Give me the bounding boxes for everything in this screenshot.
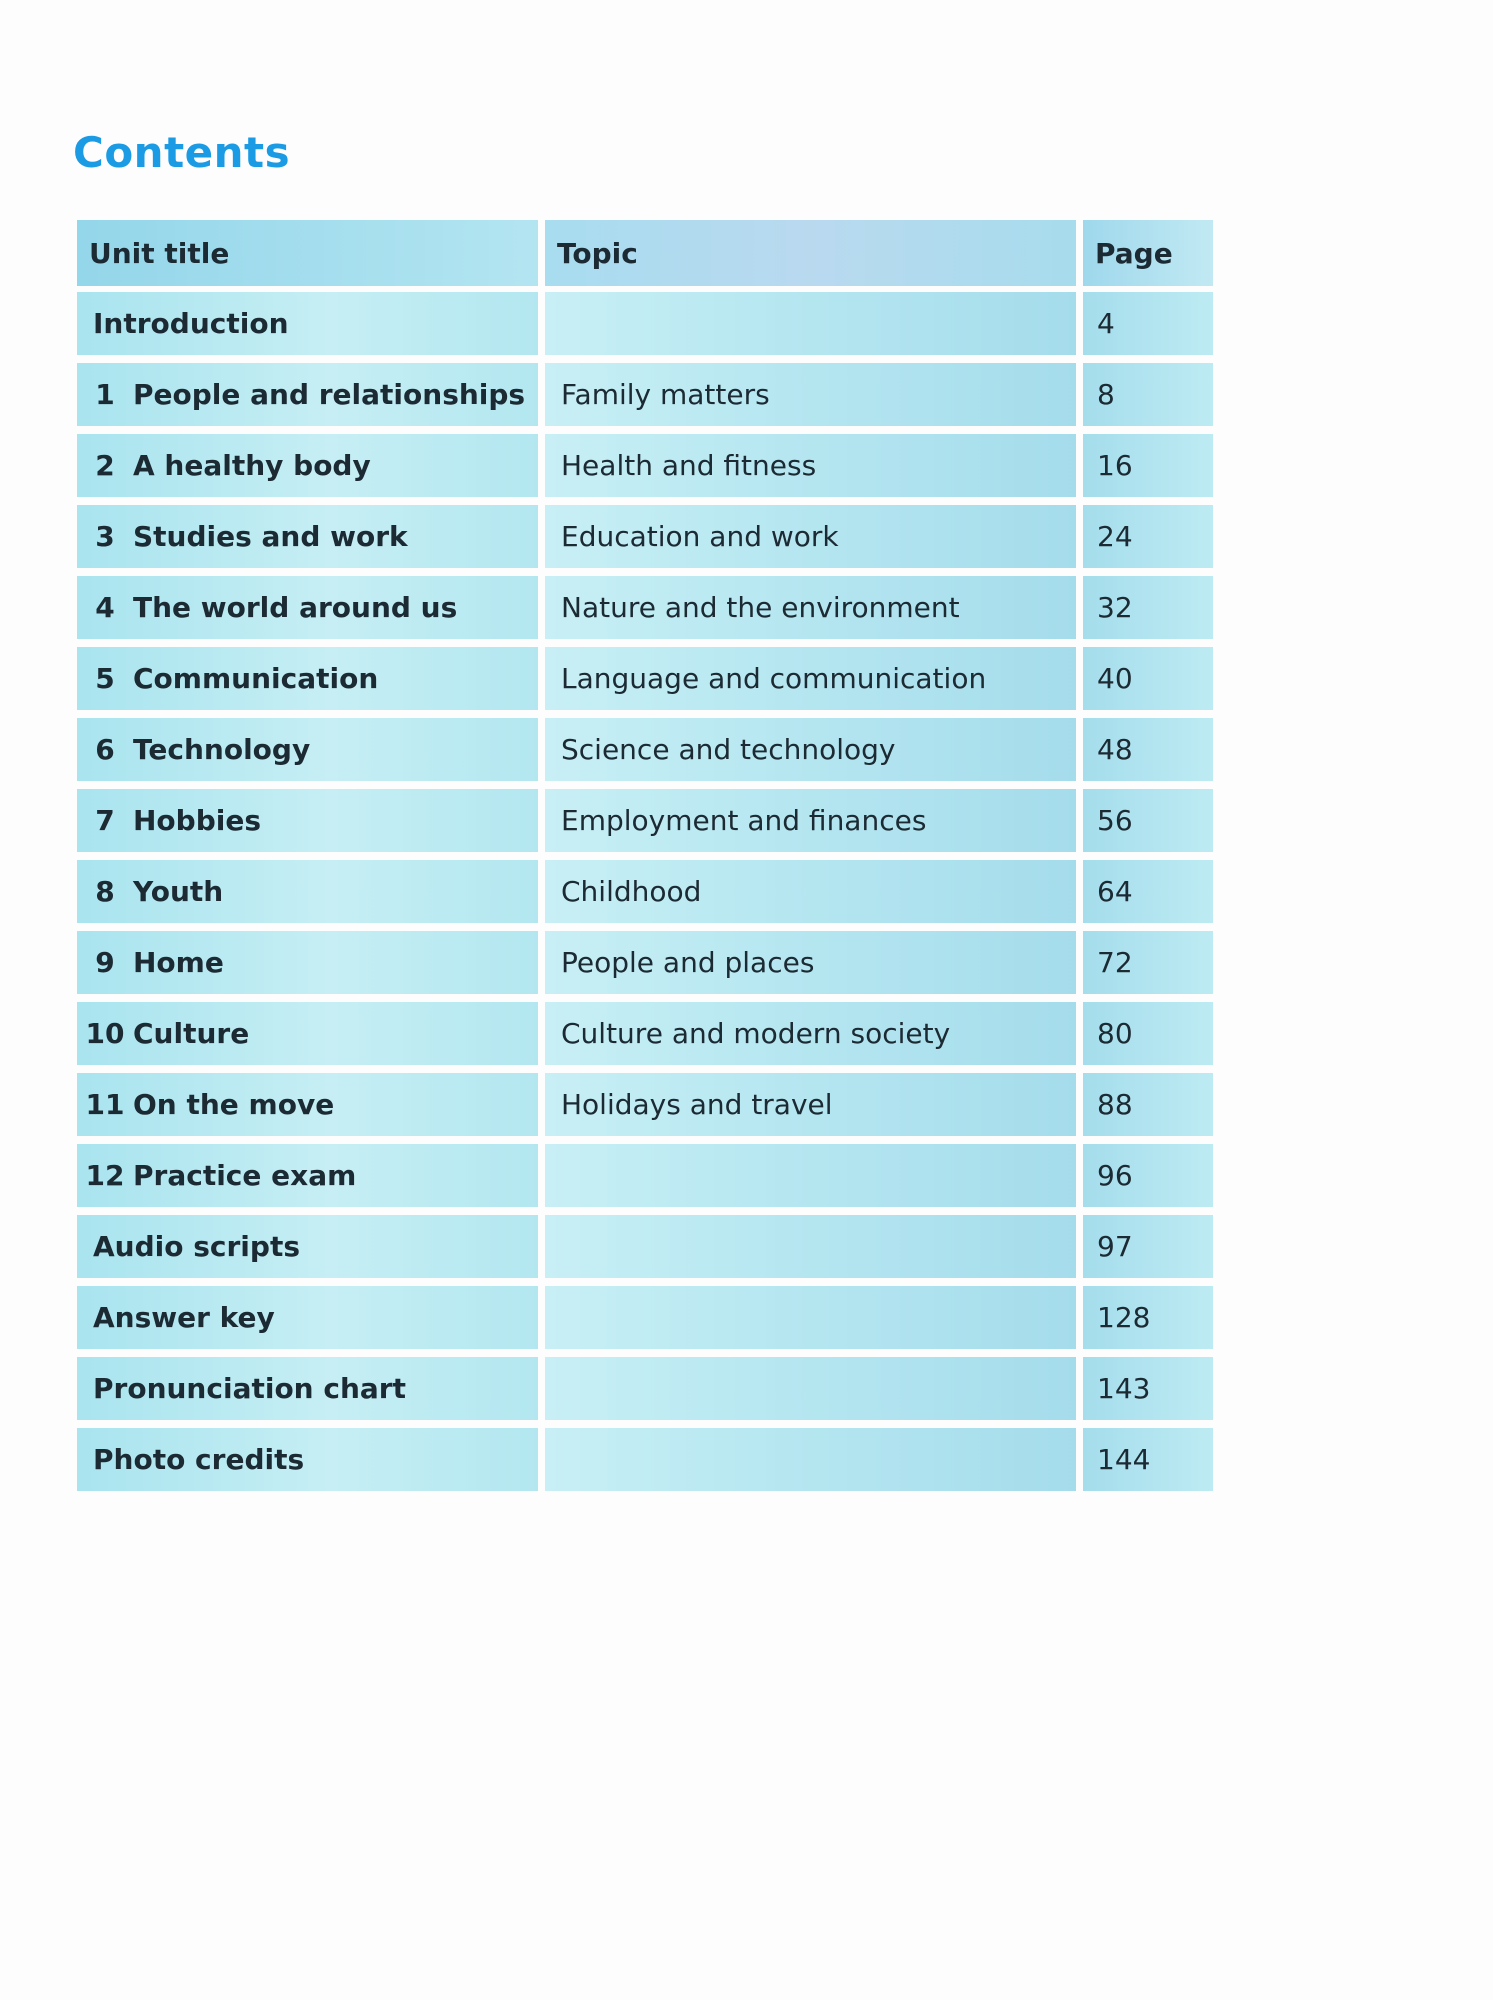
table-row — [77, 1286, 1213, 1349]
unit-title-cell — [77, 292, 538, 355]
unit-title-cell — [77, 363, 538, 426]
topic-text: Education and work — [561, 520, 839, 553]
table-row — [77, 1002, 1213, 1065]
unit-title: Culture — [133, 1017, 250, 1050]
unit-title-cell — [77, 576, 538, 639]
unit-title-cell — [77, 860, 538, 923]
table-row — [77, 647, 1213, 710]
unit-title: Youth — [133, 875, 224, 908]
unit-title: Pronunciation chart — [93, 1372, 406, 1405]
unit-title: The world around us — [133, 591, 458, 624]
table-row — [77, 860, 1213, 923]
page-number: 8 — [1097, 378, 1115, 411]
unit-title: On the move — [133, 1088, 335, 1121]
topic-text: Science and technology — [561, 733, 896, 766]
topic-text: Employment and finances — [561, 804, 927, 837]
unit-title-cell — [77, 1215, 538, 1278]
page-number: 96 — [1097, 1159, 1133, 1192]
unit-number: 4 — [95, 591, 115, 624]
topic-text: Language and communication — [561, 662, 987, 695]
unit-title: A healthy body — [133, 449, 371, 482]
page-cell — [1083, 1286, 1213, 1349]
topic-cell — [545, 789, 1076, 852]
page-number: 24 — [1097, 520, 1133, 553]
unit-title-cell — [77, 505, 538, 568]
page-cell — [1083, 434, 1213, 497]
unit-title-cell — [77, 789, 538, 852]
page-title: Contents — [73, 128, 291, 177]
topic-text: Health and fitness — [561, 449, 817, 482]
topic-cell — [545, 931, 1076, 994]
page-number: 32 — [1097, 591, 1133, 624]
page-number: 72 — [1097, 946, 1133, 979]
table-row — [77, 1428, 1213, 1491]
page-cell — [1083, 931, 1213, 994]
unit-title-cell — [77, 1428, 538, 1491]
unit-title: Photo credits — [93, 1443, 305, 1476]
page-number: 56 — [1097, 804, 1133, 837]
unit-title: Home — [133, 946, 224, 979]
table-row — [77, 434, 1213, 497]
page-cell — [1083, 647, 1213, 710]
topic-text: Culture and modern society — [561, 1017, 951, 1050]
topic-cell — [545, 292, 1076, 355]
page-cell — [1083, 789, 1213, 852]
page-number: 80 — [1097, 1017, 1133, 1050]
topic-cell — [545, 1428, 1076, 1491]
page-cell — [1083, 860, 1213, 923]
topic-cell — [545, 363, 1076, 426]
unit-number: 3 — [95, 520, 115, 553]
page-cell — [1083, 505, 1213, 568]
contents-table — [77, 220, 1213, 1499]
topic-cell — [545, 1357, 1076, 1420]
topic-text: Family matters — [561, 378, 770, 411]
unit-title-cell — [77, 931, 538, 994]
topic-cell — [545, 576, 1076, 639]
table-row — [77, 363, 1213, 426]
table-row — [77, 789, 1213, 852]
topic-cell — [545, 860, 1076, 923]
page-number: 40 — [1097, 662, 1133, 695]
table-row — [77, 292, 1213, 355]
unit-title: Introduction — [93, 307, 289, 340]
unit-title-cell — [77, 718, 538, 781]
page-cell — [1083, 1073, 1213, 1136]
page-cell — [1083, 292, 1213, 355]
unit-title-cell — [77, 1144, 538, 1207]
table-row — [77, 505, 1213, 568]
unit-title: Studies and work — [133, 520, 408, 553]
unit-number: 2 — [95, 449, 115, 482]
unit-number: 1 — [95, 378, 115, 411]
page-number: 143 — [1097, 1372, 1151, 1405]
unit-title: People and relationships — [133, 378, 526, 411]
page-cell — [1083, 1428, 1213, 1491]
header-page: Page — [1083, 220, 1213, 286]
header-unit-title: Unit title — [77, 220, 538, 286]
unit-title-cell — [77, 647, 538, 710]
page-cell — [1083, 1144, 1213, 1207]
page-number: 128 — [1097, 1301, 1151, 1334]
header-topic: Topic — [545, 220, 1076, 286]
topic-cell — [545, 1002, 1076, 1065]
unit-title-cell — [77, 434, 538, 497]
topic-text: Nature and the environment — [561, 591, 960, 624]
table-row — [77, 718, 1213, 781]
unit-number: 12 — [85, 1159, 125, 1192]
unit-number: 10 — [85, 1017, 125, 1050]
page-cell — [1083, 1002, 1213, 1065]
page-cell — [1083, 576, 1213, 639]
topic-cell — [545, 647, 1076, 710]
page-number: 88 — [1097, 1088, 1133, 1121]
page-cell — [1083, 1357, 1213, 1420]
unit-title-cell — [77, 1286, 538, 1349]
unit-title: Technology — [133, 733, 311, 766]
unit-title: Communication — [133, 662, 379, 695]
unit-number: 7 — [95, 804, 115, 837]
unit-number: 6 — [95, 733, 115, 766]
page-cell — [1083, 1215, 1213, 1278]
unit-title-cell — [77, 1073, 538, 1136]
table-row — [77, 576, 1213, 639]
unit-number: 9 — [95, 946, 115, 979]
table-row — [77, 1357, 1213, 1420]
unit-title: Hobbies — [133, 804, 262, 837]
topic-text: Childhood — [561, 875, 702, 908]
page-number: 16 — [1097, 449, 1133, 482]
page-cell — [1083, 718, 1213, 781]
unit-title-cell — [77, 1002, 538, 1065]
table-row — [77, 1215, 1213, 1278]
topic-cell — [545, 1215, 1076, 1278]
unit-title: Answer key — [93, 1301, 275, 1334]
table-body — [77, 292, 1213, 1491]
unit-title-cell — [77, 1357, 538, 1420]
page-number: 97 — [1097, 1230, 1133, 1263]
table-row — [77, 1144, 1213, 1207]
topic-cell — [545, 1144, 1076, 1207]
topic-cell — [545, 434, 1076, 497]
page-number: 48 — [1097, 733, 1133, 766]
unit-number: 11 — [85, 1088, 125, 1121]
topic-cell — [545, 505, 1076, 568]
table-header-row — [77, 220, 1213, 286]
topic-cell — [545, 1073, 1076, 1136]
page-number: 64 — [1097, 875, 1133, 908]
topic-cell — [545, 718, 1076, 781]
page-number: 4 — [1097, 307, 1115, 340]
table-row — [77, 931, 1213, 994]
page-cell — [1083, 363, 1213, 426]
unit-number: 5 — [95, 662, 115, 695]
topic-text: People and places — [561, 946, 815, 979]
unit-title: Audio scripts — [93, 1230, 300, 1263]
topic-cell — [545, 1286, 1076, 1349]
table-row — [77, 1073, 1213, 1136]
topic-text: Holidays and travel — [561, 1088, 833, 1121]
unit-number: 8 — [95, 875, 115, 908]
page-number: 144 — [1097, 1443, 1151, 1476]
unit-title: Practice exam — [133, 1159, 357, 1192]
